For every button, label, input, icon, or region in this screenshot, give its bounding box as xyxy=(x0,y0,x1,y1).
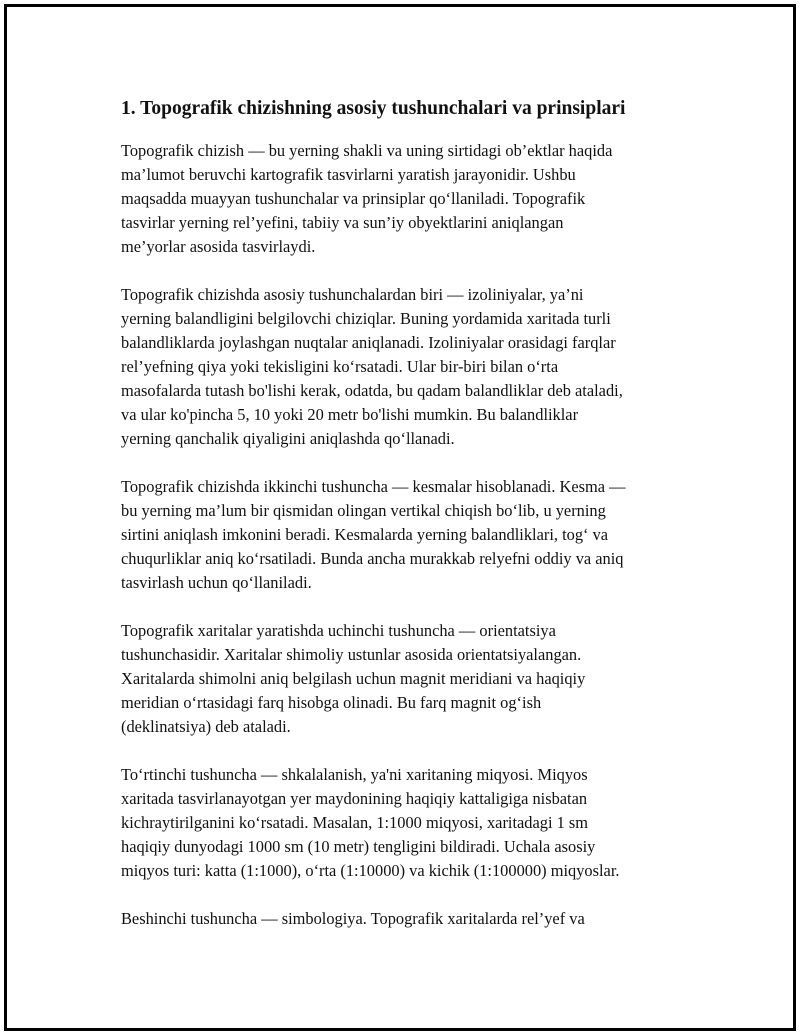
document-content xyxy=(121,95,701,955)
paragraph xyxy=(121,475,701,595)
paragraph xyxy=(121,907,701,931)
paragraph-line: va ular ko'pincha 5, 10 yoki 20 metr bo'lishi mumkin. Bu balandliklar xyxy=(121,405,579,424)
paragraph-line: balandliklarda joylashgan nuqtalar aniqlanadi. Izoliniyalar orasidagi farqlar xyxy=(121,333,616,352)
paragraph xyxy=(121,283,701,451)
paragraph-line: Beshinchi tushuncha — simbologiya. Topografik xaritalarda rel’yef va xyxy=(121,909,585,928)
paragraph-line: Topografik chizish — bu yerning shakli va uning sirtidagi ob’ektlar haqida xyxy=(121,141,613,160)
paragraph-line: Topografik xaritalar yaratishda uchinchi tushuncha — orientatsiya xyxy=(121,621,556,640)
paragraph-line: chuqurliklar aniq ko‘rsatiladi. Bunda ancha murakkab relyefni oddiy va aniq xyxy=(121,549,624,568)
document-page xyxy=(4,4,796,1031)
paragraph-line: xaritada tasvirlanayotgan yer maydonining haqiqiy kattaligiga nisbatan xyxy=(121,789,588,808)
paragraph-line: sirtini aniqlash imkonini beradi. Kesmalarda yerning balandliklari, tog‘ va xyxy=(121,525,609,544)
paragraph-line: kichraytirilganini ko‘rsatadi. Masalan, 1:1000 miqyosi, xaritadagi 1 sm xyxy=(121,813,589,832)
paragraph-line: To‘rtinchi tushuncha — shkalalanish, ya'ni xaritaning miqyosi. Miqyos xyxy=(121,765,588,784)
paragraph xyxy=(121,619,701,739)
paragraph-line: masofalarda tutash bo'lishi kerak, odatda, bu qadam balandliklar deb ataladi, xyxy=(121,381,623,400)
paragraph-line: tushunchasidir. Xaritalar shimoliy ustunlar asosida orientatsiyalangan. xyxy=(121,645,582,664)
section-title: 1. Topografik chizishning asosiy tushunchalari va prinsiplari xyxy=(121,98,626,119)
paragraph-line: Xaritalarda shimolni aniq belgilash uchun magnit meridiani va haqiqiy xyxy=(121,669,586,688)
paragraph-line: haqiqiy dunyodagi 1000 sm (10 metr) tengligini bildiradi. Uchala asosiy xyxy=(121,837,596,856)
paragraph-line: maqsadda muayyan tushunchalar va prinsiplar qo‘llaniladi. Topografik xyxy=(121,189,586,208)
paragraph-line: tasvirlash uchun qo‘llaniladi. xyxy=(121,573,312,592)
paragraph-line: rel’yefning qiya yoki tekisligini ko‘rsatadi. Ular bir-biri bilan o‘rta xyxy=(121,357,559,376)
paragraph-line: bu yerning ma’lum bir qismidan olingan vertikal chiqish bo‘lib, u yerning xyxy=(121,501,606,520)
paragraph-line: meridian o‘rtasidagi farq hisobga olinadi. Bu farq magnit og‘ish xyxy=(121,693,542,712)
paragraph-list xyxy=(121,139,701,931)
paragraph-line: Topografik chizishda asosiy tushunchalardan biri — izoliniyalar, ya’ni xyxy=(121,285,584,304)
paragraph-line: miqyos turi: katta (1:1000), o‘rta (1:10000) va kichik (1:100000) miqyoslar. xyxy=(121,861,620,880)
paragraph-line: (deklinatsiya) deb ataladi. xyxy=(121,717,291,736)
paragraph-line: ma’lumot beruvchi kartografik tasvirlarni yaratish jarayonidir. Ushbu xyxy=(121,165,576,184)
paragraph-line: tasvirlar yerning rel’yefini, tabiiy va sun’iy obyektlarini aniqlangan xyxy=(121,213,564,232)
paragraph-line: Topografik chizishda ikkinchi tushuncha — kesmalar hisoblanadi. Kesma — xyxy=(121,477,626,496)
paragraph xyxy=(121,763,701,883)
paragraph-line: me’yorlar asosida tasvirlaydi. xyxy=(121,237,316,256)
paragraph-line: yerning balandligini belgilovchi chiziqlar. Buning yordamida xaritada turli xyxy=(121,309,611,328)
paragraph xyxy=(121,139,701,259)
paragraph-line: yerning qanchalik qiyaligini aniqlashda qo‘llanadi. xyxy=(121,429,455,448)
